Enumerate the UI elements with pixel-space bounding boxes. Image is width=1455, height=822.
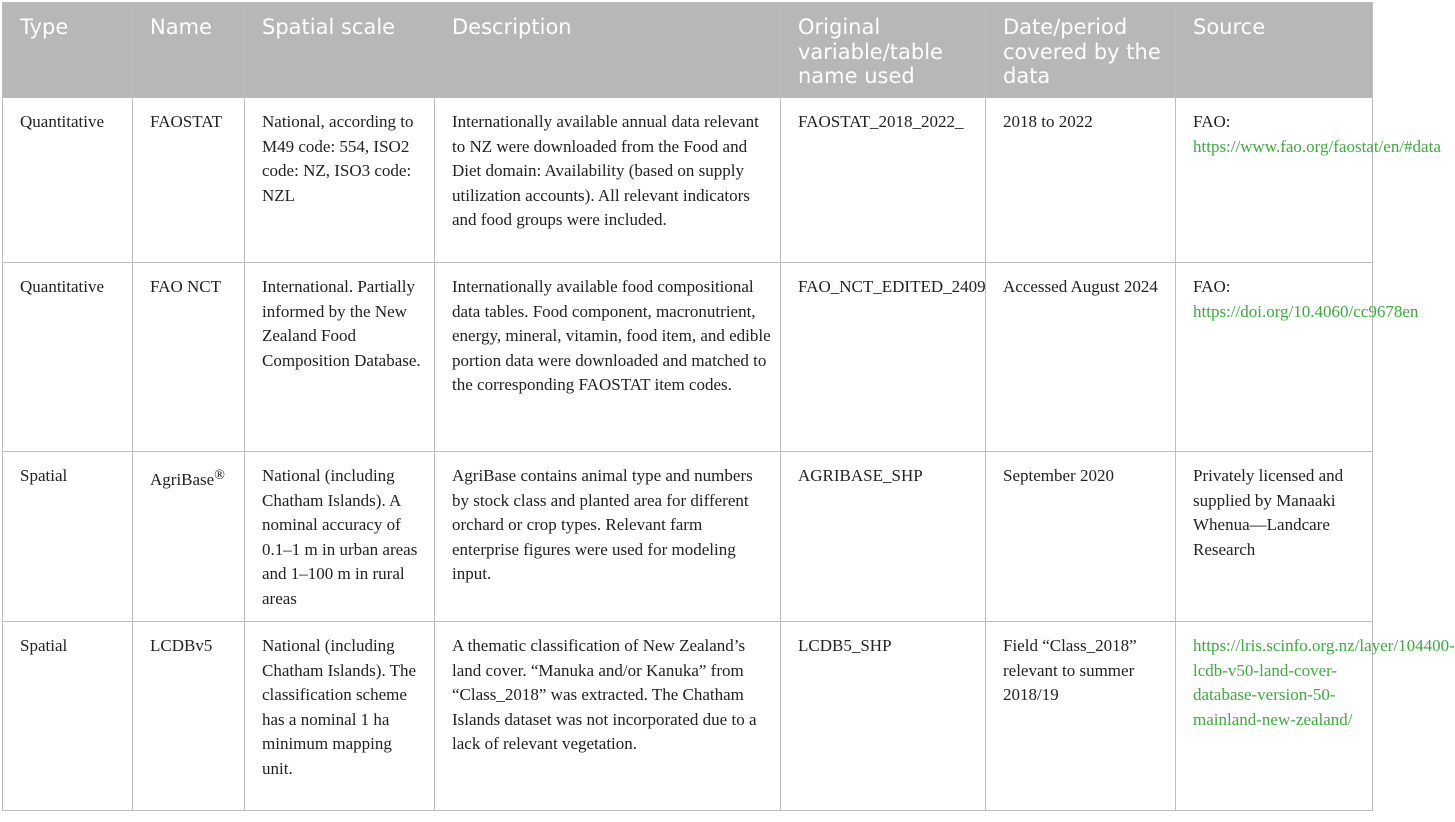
cell-source [1176, 452, 1373, 622]
source-link[interactable]: https://lris.scinfo.org.nz/layer/104400-lcdb-v50-land-cover-database-version-50-mainland-new-zealand/ [1193, 636, 1455, 729]
cell-type: Quantitative [3, 263, 133, 452]
header-spatial-scale: Spatial scale [245, 3, 435, 98]
registered-mark: ® [214, 468, 225, 483]
header-type: Type [3, 3, 133, 98]
cell-type: Quantitative [3, 98, 133, 263]
cell-source [1176, 98, 1441, 263]
data-sources-table [2, 2, 1455, 811]
cell-variable-name: AGRIBASE_SHP [781, 452, 986, 622]
cell-type: Spatial [3, 622, 133, 811]
cell-spatial-scale: National, according to M49 code: 554, ISO2 code: NZ, ISO3 code: NZL [245, 98, 435, 263]
cell-name: LCDBv5 [133, 622, 245, 811]
header-variable-name: Original variable/table name used [781, 3, 986, 98]
cell-period: September 2020 [986, 452, 1176, 622]
cell-spatial-scale: National (including Chatham Islands). The classification scheme has a nominal 1 ha minimum mapping unit. [245, 622, 435, 811]
cell-type: Spatial [3, 452, 133, 622]
cell-period: Field “Class_2018” relevant to summer 2018/19 [986, 622, 1176, 811]
cell-variable-name: LCDB5_SHP [781, 622, 986, 811]
cell-source [1176, 622, 1455, 811]
cell-variable-name: FAOSTAT_2018_2022_ [781, 98, 986, 263]
source-label: Privately licensed and supplied by Manaaki Whenua—Landcare Research [1193, 466, 1344, 559]
cell-name: FAOSTAT [133, 98, 245, 263]
cell-description: AgriBase contains animal type and numbers by stock class and planted area for different orchard or crop types. Relevant farm enterprise figures were used for modeling input. [435, 452, 781, 622]
source-link[interactable]: https://doi.org/10.4060/cc9678en [1193, 301, 1419, 321]
table-row [3, 263, 1373, 452]
cell-spatial-scale: International. Partially informed by the New Zealand Food Composition Database. [245, 263, 435, 452]
cell-name [133, 452, 245, 622]
source-label: FAO: [1193, 277, 1231, 296]
table-row [3, 98, 1373, 263]
header-name: Name [133, 3, 245, 98]
cell-description: Internationally available food compositional data tables. Food component, macronutrient, energy, mineral, vitamin, food item, and edible portion data were downloaded and matched to the corresponding FAOSTAT item codes. [435, 263, 781, 452]
cell-period: 2018 to 2022 [986, 98, 1176, 263]
cell-variable-name: FAO_NCT_EDITED_2409 [781, 263, 986, 452]
cell-source [1176, 263, 1419, 452]
header-description: Description [435, 3, 781, 98]
source-link[interactable]: https://www.fao.org/faostat/en/#data [1193, 136, 1441, 156]
cell-name: FAO NCT [133, 263, 245, 452]
header-source: Source [1176, 3, 1373, 98]
cell-period: Accessed August 2024 [986, 263, 1176, 452]
cell-spatial-scale: National (including Chatham Islands). A nominal accuracy of 0.1–1 m in urban areas and 1–100 m in rural areas [245, 452, 435, 622]
table-row [3, 622, 1373, 811]
header-row [3, 3, 1373, 98]
source-label: FAO: [1193, 112, 1231, 131]
cell-description: A thematic classification of New Zealand’s land cover. “Manuka and/or Kanuka” from “Class_2018” was extracted. The Chatham Islands dataset was not incorporated due to a lack of relevant vegetation. [435, 622, 781, 811]
header-period: Date/period covered by the data [986, 3, 1176, 98]
name-text: AgriBase [150, 470, 215, 489]
table-row [3, 452, 1373, 622]
cell-description: Internationally available annual data relevant to NZ were downloaded from the Food and Diet domain: Availability (based on supply utilization accounts). All relevant indicators and food groups were included. [435, 98, 781, 263]
